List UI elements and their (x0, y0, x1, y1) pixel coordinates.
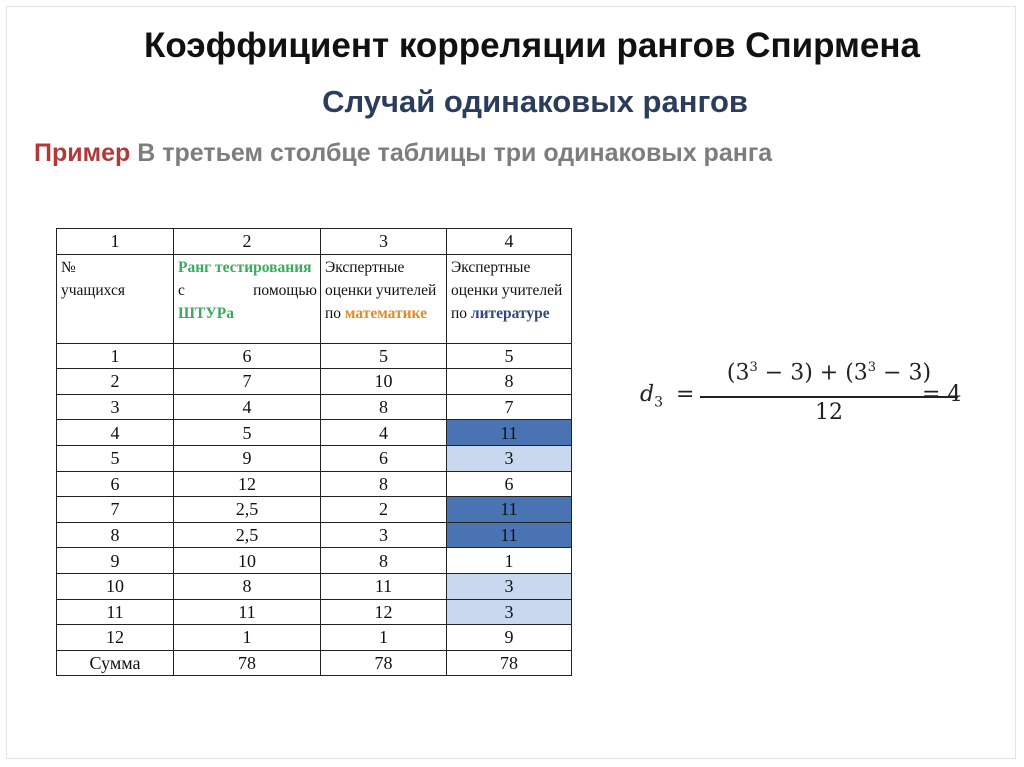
column-number: 3 (321, 229, 447, 255)
example-label: Пример (34, 139, 131, 167)
table-row (57, 369, 572, 395)
header-c1-line2: учащихся (61, 281, 125, 299)
table-row (57, 394, 572, 420)
cell-student-number: 6 (57, 471, 174, 497)
cell-math-rank: 1 (321, 625, 447, 651)
cell-math-rank: 8 (321, 394, 447, 420)
cell-shtur-rank: 6 (174, 343, 321, 369)
cell-student-number: 8 (57, 522, 174, 548)
table-row (57, 573, 572, 599)
cell-math-rank: 12 (321, 599, 447, 625)
formula-lhs-subscript: 3 (654, 394, 664, 411)
cell-lit-rank: 3 (447, 599, 572, 625)
cell-lit-rank: 7 (447, 394, 572, 420)
header-c4-highlight: литературе (470, 304, 550, 322)
ranks-table (56, 228, 572, 676)
cell-shtur-rank: 5 (174, 420, 321, 446)
header-c2-highlight2: ШТУРа (178, 304, 234, 322)
cell-math-rank: 5 (321, 343, 447, 369)
tie-correction-formula (640, 360, 970, 430)
cell-math-rank: 2 (321, 497, 447, 523)
cell-math-rank: 10 (321, 369, 447, 395)
cell-shtur-rank: 12 (174, 471, 321, 497)
formula-lhs: $d_3$ (640, 382, 664, 411)
sum-shtur: 78 (174, 650, 321, 676)
sum-label: Сумма (57, 650, 174, 676)
cell-shtur-rank: 2,5 (174, 497, 321, 523)
cell-student-number: 4 (57, 420, 174, 446)
column-number: 1 (57, 229, 174, 255)
cell-shtur-rank: 11 (174, 599, 321, 625)
cell-lit-rank: 11 (447, 522, 572, 548)
cell-math-rank: 8 (321, 471, 447, 497)
slide-title: Коэффициент корреляции рангов Спирмена (144, 26, 920, 65)
column-number: 4 (447, 229, 572, 255)
cell-shtur-rank: 2,5 (174, 522, 321, 548)
cell-math-rank: 6 (321, 445, 447, 471)
cell-student-number: 11 (57, 599, 174, 625)
sum-lit: 78 (447, 650, 572, 676)
header-student-number (57, 254, 174, 343)
cell-shtur-rank: 10 (174, 548, 321, 574)
table-row (57, 343, 572, 369)
cell-shtur-rank: 4 (174, 394, 321, 420)
formula-result: = 4 (922, 382, 962, 407)
cell-lit-rank: 3 (447, 445, 572, 471)
header-lit-rating (447, 254, 572, 343)
sum-row (57, 650, 572, 676)
cell-lit-rank: 6 (447, 471, 572, 497)
cell-student-number: 9 (57, 548, 174, 574)
example-line (34, 139, 772, 168)
cell-math-rank: 3 (321, 522, 447, 548)
header-c2-highlight1: Ранг тестирования (178, 258, 312, 276)
cell-math-rank: 11 (321, 573, 447, 599)
column-number: 2 (174, 229, 321, 255)
header-c1-line1: № (61, 258, 76, 276)
header-math-rating (321, 254, 447, 343)
table-row (57, 599, 572, 625)
table-row (57, 471, 572, 497)
cell-student-number: 2 (57, 369, 174, 395)
cell-student-number: 7 (57, 497, 174, 523)
table-row (57, 445, 572, 471)
formula-fraction-bar (700, 396, 958, 398)
formula-denominator: 12 (815, 400, 843, 425)
header-c4-text: Экспертные оценки учителей по (451, 258, 563, 322)
cell-student-number: 10 (57, 573, 174, 599)
cell-lit-rank: 11 (447, 497, 572, 523)
cell-math-rank: 4 (321, 420, 447, 446)
header-c3-text: Экспертные оценки учителей по (325, 258, 437, 322)
cell-student-number: 5 (57, 445, 174, 471)
cell-shtur-rank: 8 (174, 573, 321, 599)
cell-shtur-rank: 7 (174, 369, 321, 395)
cell-shtur-rank: 9 (174, 445, 321, 471)
header-c2-mid: с помощью (178, 281, 317, 299)
cell-student-number: 1 (57, 343, 174, 369)
column-number-row (57, 229, 572, 255)
cell-lit-rank: 3 (447, 573, 572, 599)
cell-lit-rank: 5 (447, 343, 572, 369)
cell-student-number: 12 (57, 625, 174, 651)
table-row (57, 522, 572, 548)
cell-math-rank: 8 (321, 548, 447, 574)
sum-math: 78 (321, 650, 447, 676)
cell-lit-rank: 1 (447, 548, 572, 574)
cell-lit-rank: 9 (447, 625, 572, 651)
example-text: В третьем столбце таблицы три одинаковых ранга (137, 139, 773, 167)
table-row (57, 625, 572, 651)
formula-equals: = (676, 382, 695, 407)
header-c3-highlight: математике (344, 304, 427, 322)
table-row (57, 420, 572, 446)
table-row (57, 497, 572, 523)
header-shtur-rank (174, 254, 321, 343)
cell-lit-rank: 11 (447, 420, 572, 446)
slide-subtitle: Случай одинаковых рангов (322, 84, 748, 119)
header-row (57, 254, 572, 343)
cell-shtur-rank: 1 (174, 625, 321, 651)
table-row (57, 548, 572, 574)
formula-numerator: $(3^3 - 3) + (3^3 - 3)$ (726, 360, 932, 386)
cell-student-number: 3 (57, 394, 174, 420)
cell-lit-rank: 8 (447, 369, 572, 395)
